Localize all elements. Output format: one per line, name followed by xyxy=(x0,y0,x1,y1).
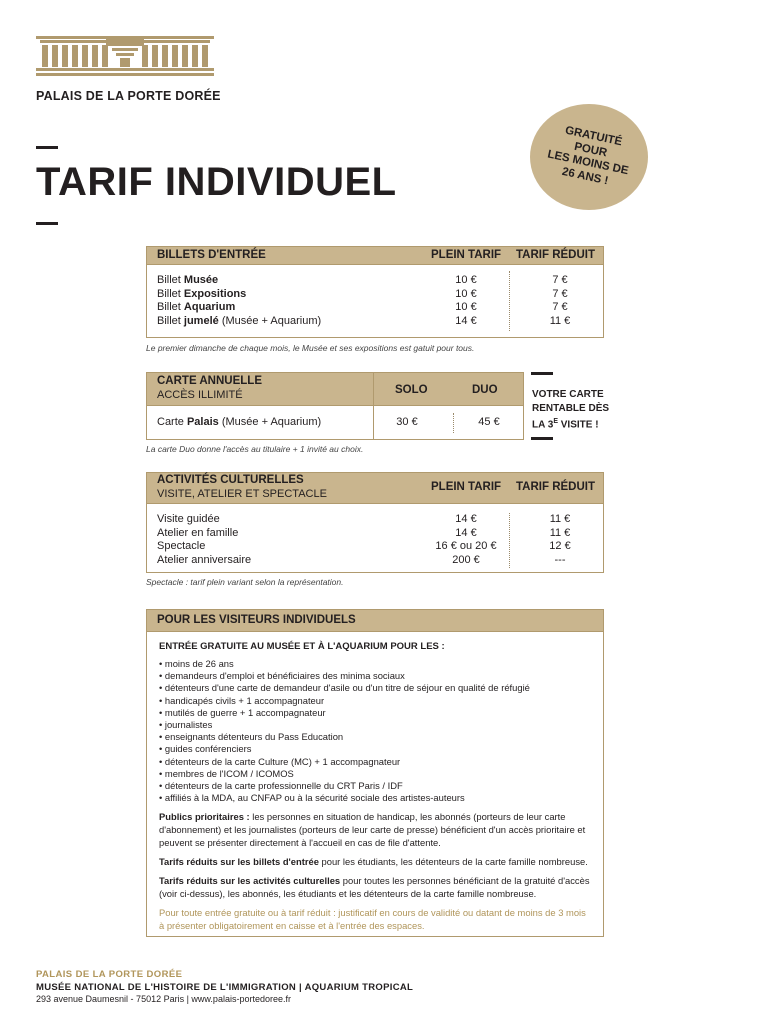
activite-row-label: Atelier en famille xyxy=(157,526,239,539)
carte-bold: Palais xyxy=(186,416,219,428)
page-title: TARIF INDIVIDUEL xyxy=(36,160,397,204)
carte-note: La carte Duo donne l'accès au titulaire + 1 invité au choix. xyxy=(146,444,364,454)
activite-plein-price: 16 € ou 20 € xyxy=(435,540,497,552)
side-rule-bottom xyxy=(531,437,553,440)
free-entry-item: • affiliés à la MDA, au CNFAP ou à la sécurité sociale des artistes-auteurs xyxy=(159,792,593,804)
card-profitable-note xyxy=(532,388,609,432)
visiteurs-box xyxy=(146,609,604,937)
activite-plein-price: 14 € xyxy=(455,513,477,525)
billets-divider xyxy=(509,271,510,331)
activite-plein-price: 200 € xyxy=(452,553,480,566)
billets-header-title: BILLETS D'ENTRÉE xyxy=(157,249,266,261)
visiteurs-body xyxy=(159,641,593,932)
side-rule-top xyxy=(531,372,553,375)
activite-plein-price: 14 € xyxy=(455,526,477,539)
side-note-line1: VOTRE CARTE xyxy=(532,389,604,400)
billet-row-label: Billet Aquarium xyxy=(157,301,236,313)
carte-prefix: Carte xyxy=(157,416,187,428)
activite-reduit-price: 11 € xyxy=(549,513,571,525)
carte-col-solo: SOLO xyxy=(395,384,428,396)
justificatif-note: Pour toute entrée gratuite ou à tarif réduit : justificatif en cours de validité ou datant de moins de 3 mois à présenter obligatoirement en caisse et à l'entrée des espaces. xyxy=(159,907,586,932)
footer-address: 293 avenue Daumesnil - 75012 Paris | www.palais-portedoree.fr xyxy=(36,994,291,1004)
activite-row-label: Atelier anniversaire xyxy=(157,553,252,566)
billets-note: Le premier dimanche de chaque mois, le Musée et ses expositions est gatuit pour tous. xyxy=(146,343,475,353)
billet-reduit-price: 11 € xyxy=(549,314,571,327)
carte-palais-label xyxy=(157,416,321,430)
billet-reduit-price: 7 € xyxy=(552,274,568,286)
free-entry-item: • membres de l'ICOM / ICOMOS xyxy=(159,768,593,780)
free-entry-item: • journalistes xyxy=(159,719,593,731)
free-entry-item: • guides conférenciers xyxy=(159,743,593,755)
free-entry-item: • détenteurs de la carte Culture (MC) + 1 accompagnateur xyxy=(159,756,593,768)
publics-prioritaires: Publics prioritaires : les personnes en situation de handicap, les abonnés (porteurs de leur carte d'abonnement) et les journalistes (porteurs de leur carte de presse) bénéficient d'un accès prioritaire et peuvent se présenter directement à l'accueil en cas de file d'attente. xyxy=(159,811,586,849)
side-note-line2: RENTABLE DÈS xyxy=(532,402,610,414)
carte-solo-price: 30 € xyxy=(396,416,418,428)
tarifs-reduits-billets: Tarifs réduits sur les billets d'entrée pour les étudiants, les détenteurs de la carte famille nombreuse. xyxy=(159,856,588,868)
billet-plein-price: 10 € xyxy=(455,287,477,300)
activite-reduit-price: --- xyxy=(554,553,566,566)
palace-colonnade-logo-icon xyxy=(36,36,214,76)
activite-reduit-price: 11 € xyxy=(549,526,571,539)
activites-header-title: ACTIVITÉS CULTURELLES xyxy=(157,474,304,486)
carte-duo-price: 45 € xyxy=(478,416,500,428)
side-note-line3: LA $3^E$ VISITE ! xyxy=(532,418,599,431)
free-entry-item: • demandeurs d'emploi et bénéficiaires des minima sociaux xyxy=(159,670,593,682)
billet-row-label: Billet jumelé (Musée + Aquarium) xyxy=(157,314,322,327)
badge-text: GRATUITÉ POUR LES MOINS DE 26 ANS ! xyxy=(546,124,630,187)
visiteurs-subheader: ENTRÉE GRATUITE AU MUSÉE ET À L'AQUARIUM POUR LES : xyxy=(159,641,445,652)
activites-col-plein: PLEIN TARIF xyxy=(431,481,502,493)
billets-table xyxy=(146,246,604,338)
billet-reduit-price: 7 € xyxy=(552,287,568,300)
carte-header-sub: ACCÈS ILLIMITÉ xyxy=(157,389,243,401)
activite-reduit-price: 12 € xyxy=(549,540,571,552)
tarifs-reduits-activites: Tarifs réduits sur les activités culturelles pour toutes les personnes bénéficiant de la gratuité d'accès (voir ci-dessus), les abonnés, les étudiants et les détenteurs de la carte famille nombreuse. xyxy=(159,875,590,900)
carte-divider xyxy=(453,413,454,433)
visiteurs-header xyxy=(147,610,603,632)
free-entry-item: • moins de 26 ans xyxy=(159,658,593,670)
activites-table xyxy=(146,472,604,573)
activite-row-label: Spectacle xyxy=(157,540,206,552)
free-entry-item: • détenteurs de la carte professionnelle du CRT Paris / IDF xyxy=(159,780,593,792)
billet-plein-price: 14 € xyxy=(455,314,477,327)
billet-row-label: Billet Musée xyxy=(157,274,219,286)
footer-institutions: MUSÉE NATIONAL DE L'HISTOIRE DE L'IMMIGRATION | AQUARIUM TROPICAL xyxy=(36,982,414,993)
activites-header xyxy=(147,473,603,504)
billets-header xyxy=(147,247,603,265)
footer-brand: PALAIS DE LA PORTE DORÉE xyxy=(36,969,183,980)
carte-header xyxy=(147,373,523,406)
billet-reduit-price: 7 € xyxy=(552,301,568,313)
free-entry-item: • handicapés civils + 1 accompagnateur xyxy=(159,695,593,707)
activites-col-reduit: TARIF RÉDUIT xyxy=(516,481,596,493)
free-entry-item: • détenteurs d'une carte de demandeur d'asile ou d'un titre de séjour en qualité de réfugié xyxy=(159,682,593,694)
billet-row-label: Billet Expositions xyxy=(157,287,247,300)
carte-header-divider xyxy=(373,373,374,440)
carte-col-duo: DUO xyxy=(472,384,498,396)
free-entry-item: • enseignants détenteurs du Pass Education xyxy=(159,731,593,743)
billet-plein-price: 10 € xyxy=(455,301,477,313)
free-under-26-badge xyxy=(530,104,648,210)
free-entry-list xyxy=(159,658,593,804)
free-entry-item: • mutilés de guerre + 1 accompagnateur xyxy=(159,707,593,719)
billet-plein-price: 10 € xyxy=(455,274,477,286)
billets-col-reduit: TARIF RÉDUIT xyxy=(516,249,596,261)
activites-header-sub: VISITE, ATELIER ET SPECTACLE xyxy=(157,488,327,500)
activite-row-label: Visite guidée xyxy=(157,513,220,525)
brand-name: PALAIS DE LA PORTE DORÉE xyxy=(36,89,221,103)
title-rule-bottom xyxy=(36,222,58,225)
activites-note: Spectacle : tarif plein variant selon la représentation. xyxy=(146,577,344,587)
activites-divider xyxy=(509,513,510,568)
visiteurs-header-title: POUR LES VISITEURS INDIVIDUELS xyxy=(157,614,356,626)
billets-col-plein: PLEIN TARIF xyxy=(431,249,502,261)
carte-header-title: CARTE ANNUELLE xyxy=(157,375,262,387)
carte-table xyxy=(146,372,524,440)
title-rule-top xyxy=(36,146,58,149)
carte-suffix: (Musée + Aquarium) xyxy=(218,416,322,428)
